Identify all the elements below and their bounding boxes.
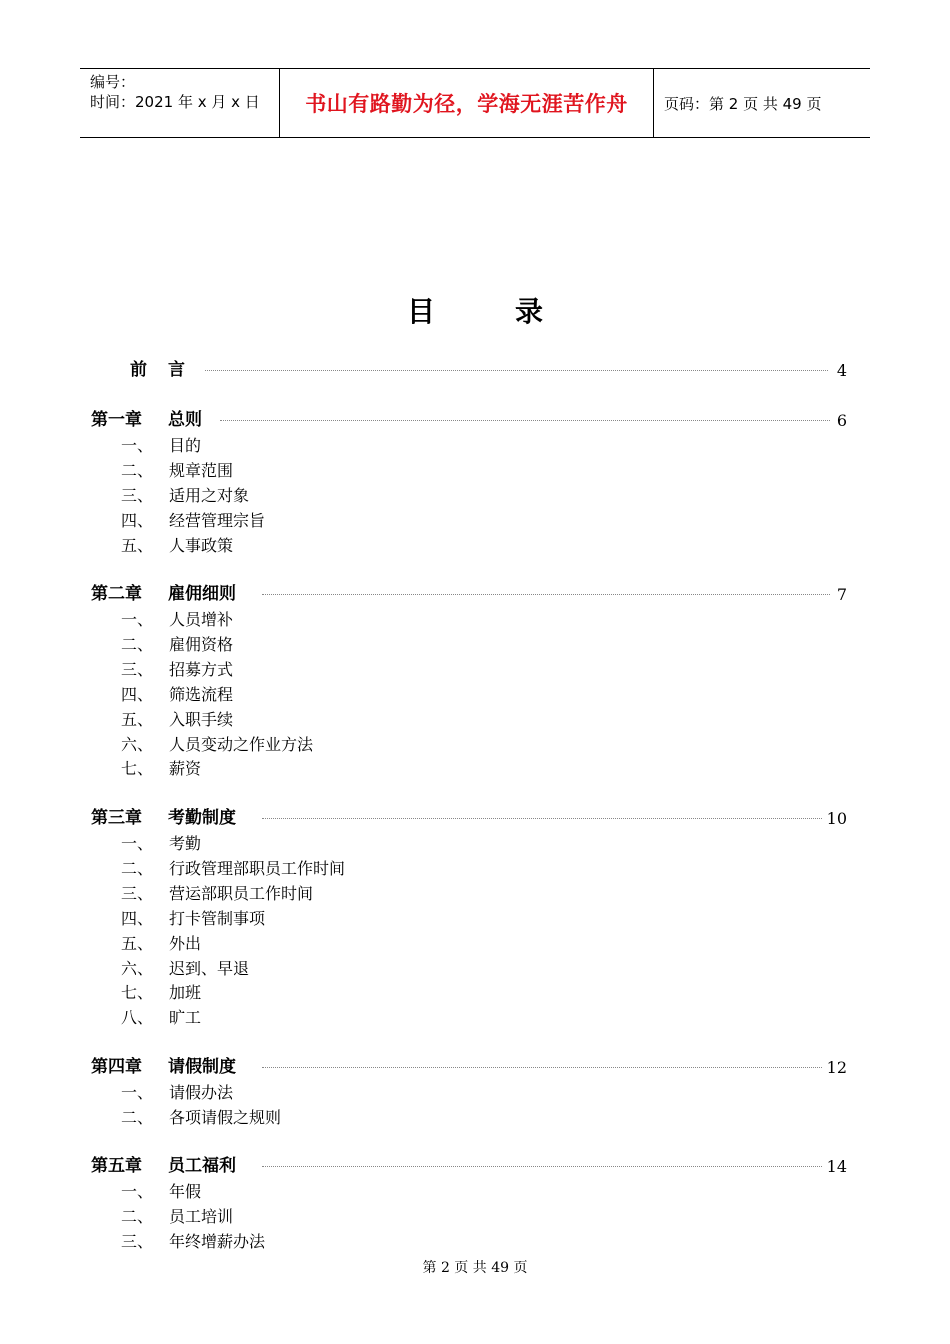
header-left-cell [80,69,280,137]
section-title: 薪资 [169,759,202,779]
section-number: 一、 [121,610,154,629]
section-title: 人员变动之作业方法 [169,734,314,754]
toc-section-row[interactable] [0,607,950,632]
toc-section-row[interactable] [0,682,950,707]
section-number: 三、 [121,883,154,903]
toc-title [0,290,950,330]
section-number: 六、 [121,958,154,978]
section-number: 一、 [121,834,154,853]
toc-section-row[interactable] [0,1080,950,1105]
section-number: 七、 [121,983,154,1003]
toc-section-row[interactable] [0,1005,950,1030]
toc-section-row[interactable] [0,980,950,1005]
toc-section-row[interactable] [0,657,950,682]
header-motto-cell [280,69,654,137]
chapter-title: 总则 [168,410,202,430]
section-number: 二、 [121,634,154,654]
section-title: 迟到、早退 [169,958,250,978]
section-title: 经营管理宗旨 [169,510,266,530]
section-number: 七、 [121,759,154,779]
section-number: 四、 [121,908,154,928]
preface-char-2: 言 [168,360,185,380]
section-title: 外出 [169,933,202,953]
section-number: 二、 [121,858,154,878]
section-title: 雇佣资格 [169,634,234,654]
chapter-number: 第五章 [91,1156,142,1176]
chapter-page-number: 6 [836,411,847,430]
section-title: 员工培训 [169,1206,234,1226]
toc-section-row[interactable] [0,756,950,781]
section-title: 年假 [169,1182,202,1201]
toc-section-row[interactable] [0,707,950,732]
chapter-number: 第三章 [91,808,142,828]
leader-dots [262,594,830,595]
leader-dots [262,818,822,819]
toc-title-char-1: 目 [406,295,435,328]
section-number: 六、 [121,734,154,754]
toc-chapter-row[interactable] [0,408,950,433]
header-page-cell [654,69,870,137]
section-number: 三、 [121,659,154,679]
header-page-label: 页码：第 2 页 共 49 页 [664,94,822,113]
leader-dots [205,370,828,371]
toc-chapter-row[interactable] [0,1154,950,1179]
section-number: 一、 [121,1083,154,1102]
toc-section-row[interactable] [0,632,950,657]
toc-section-row[interactable] [0,906,950,931]
chapter-page-number: 12 [826,1058,847,1077]
toc-section-row[interactable] [0,931,950,956]
chapter-title: 请假制度 [168,1057,236,1077]
page-footer [0,1257,950,1277]
section-title: 招募方式 [169,659,234,679]
toc-section-row[interactable] [0,1105,950,1130]
section-title: 规章范围 [169,460,234,480]
toc-section-row[interactable] [0,533,950,558]
section-title: 加班 [169,983,202,1003]
section-title: 筛选流程 [169,684,234,704]
section-title: 行政管理部职员工作时间 [169,858,346,878]
toc-preface-row[interactable] [0,358,950,383]
section-number: 一、 [121,436,154,455]
page-header [80,68,870,138]
toc-section-row[interactable] [0,732,950,757]
section-title: 入职手续 [169,709,234,729]
section-number: 二、 [121,1206,154,1226]
section-title: 打卡管制事项 [169,908,266,928]
chapter-number: 第二章 [91,584,142,604]
section-number: 五、 [121,933,154,953]
section-title: 人事政策 [169,535,234,555]
chapter-page-number: 10 [826,809,847,828]
section-number: 二、 [121,1107,154,1127]
chapter-title: 雇佣细则 [168,584,236,604]
toc-section-row[interactable] [0,881,950,906]
toc-section-row[interactable] [0,483,950,508]
toc-section-row[interactable] [0,831,950,856]
toc-chapter-row[interactable] [0,582,950,607]
preface-page-number: 4 [836,361,847,380]
section-number: 四、 [121,684,154,704]
section-number: 五、 [121,535,154,555]
chapter-title: 员工福利 [168,1156,236,1176]
section-title: 适用之对象 [169,485,250,505]
section-title: 旷工 [169,1008,202,1028]
leader-dots [262,1067,822,1068]
toc-section-row[interactable] [0,433,950,458]
leader-dots [220,420,830,421]
toc-section-row[interactable] [0,1229,950,1254]
toc-section-row[interactable] [0,1204,950,1229]
section-title: 目的 [169,436,202,455]
section-title: 营运部职员工作时间 [169,883,314,903]
time-label: 时间：2021 年 x 月 x 日 [90,93,260,111]
toc-section-row[interactable] [0,956,950,981]
toc-chapter-row[interactable] [0,1055,950,1080]
toc-section-row[interactable] [0,856,950,881]
section-number: 三、 [121,1231,154,1251]
toc-section-row[interactable] [0,1179,950,1204]
preface-char-1: 前 [130,360,147,380]
chapter-page-number: 7 [836,585,847,604]
footer-page-text: 第 2 页 共 49 页 [422,1260,528,1276]
section-number: 八、 [121,1008,154,1028]
section-number: 四、 [121,510,154,530]
section-number: 五、 [121,709,154,729]
toc-title-char-2: 录 [515,295,544,328]
section-title: 各项请假之规则 [169,1107,282,1127]
chapter-title: 考勤制度 [168,808,236,828]
section-number: 三、 [121,485,154,505]
section-title: 人员增补 [169,610,234,629]
section-title: 考勤 [169,834,202,853]
toc-section-row[interactable] [0,508,950,533]
serial-label: 编号： [90,73,136,91]
section-number: 一、 [121,1182,154,1201]
leader-dots [262,1166,822,1167]
section-number: 二、 [121,460,154,480]
chapter-number: 第四章 [91,1057,142,1077]
chapter-page-number: 14 [826,1157,847,1176]
chapter-number: 第一章 [91,410,142,430]
toc-chapter-row[interactable] [0,806,950,831]
section-title: 年终增薪办法 [169,1231,266,1251]
toc-section-row[interactable] [0,458,950,483]
section-title: 请假办法 [169,1083,234,1102]
header-motto: 书山有路勤为径，学海无涯苦作舟 [305,92,628,116]
